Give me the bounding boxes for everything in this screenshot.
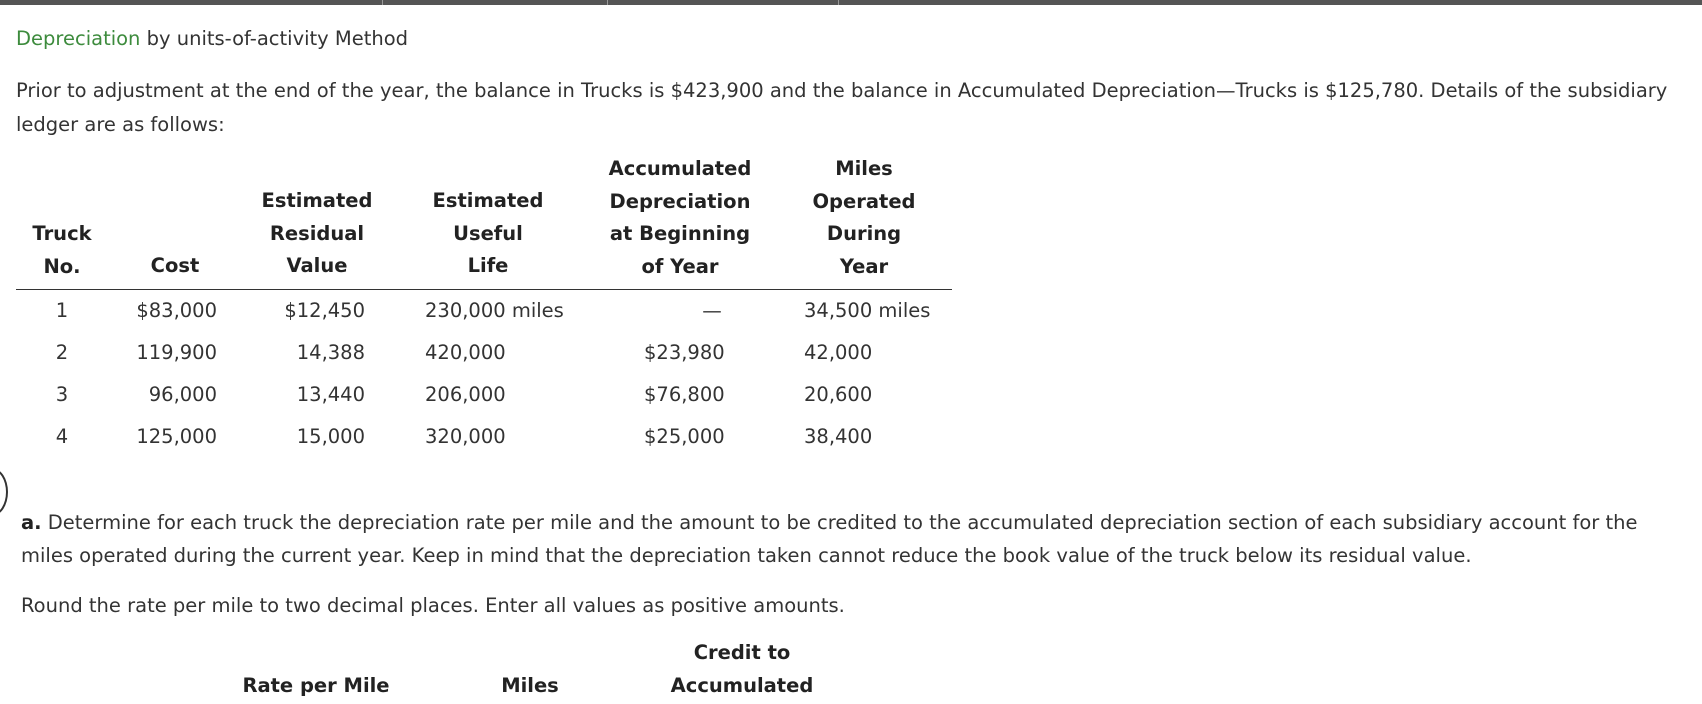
cell-truck-no: 1 bbox=[55, 299, 69, 322]
cell-miles-operated: 20,600 bbox=[804, 383, 873, 406]
cell-miles-operated: 38,400 bbox=[804, 425, 873, 448]
cell-cost: 125,000 bbox=[136, 425, 217, 448]
header-line: Year bbox=[839, 254, 889, 278]
header-line: Accumulated bbox=[670, 673, 814, 697]
cell-accumulated-depreciation: $23,980 bbox=[644, 341, 725, 364]
header-line: Value bbox=[286, 254, 348, 277]
cell-residual-value: 14,388 bbox=[296, 341, 365, 364]
cell-accumulated-depreciation: $25,000 bbox=[644, 425, 725, 448]
header-line: No. bbox=[43, 254, 81, 278]
header-line: Truck bbox=[32, 222, 92, 245]
cell-residual-value: 15,000 bbox=[296, 425, 365, 448]
header-useful-life bbox=[420, 185, 556, 283]
cell-useful-life: 230,000 miles bbox=[425, 299, 564, 322]
part-a-paragraph bbox=[21, 507, 1691, 572]
top-border-divider bbox=[838, 0, 839, 5]
cell-residual-value: $12,450 bbox=[284, 299, 365, 322]
header-line: Residual bbox=[269, 221, 365, 245]
header-line: Estimated bbox=[261, 189, 373, 212]
top-border-divider bbox=[607, 0, 608, 5]
header-rate-per-mile: Rate per Mile bbox=[242, 674, 390, 697]
header-residual-value bbox=[250, 185, 384, 283]
header-truck-no bbox=[20, 218, 104, 283]
cell-truck-no: 3 bbox=[55, 383, 69, 406]
cell-cost: 119,900 bbox=[136, 341, 217, 364]
cell-cost: $83,000 bbox=[136, 299, 217, 322]
header-miles-operated bbox=[790, 153, 938, 283]
header-divider bbox=[16, 289, 952, 290]
cell-residual-value: 13,440 bbox=[296, 383, 365, 406]
header-line: Cost bbox=[150, 254, 200, 277]
cell-cost: 96,000 bbox=[148, 383, 217, 406]
depreciation-link[interactable]: Depreciation bbox=[16, 27, 141, 50]
cell-useful-life: 206,000 bbox=[425, 383, 506, 406]
intro-paragraph: Prior to adjustment at the end of the year, the balance in Trucks is $423,900 and the balance in Accumulated Depreciation—Trucks is $125,780. Details of the subsidiary ledger are as follows: bbox=[16, 79, 1668, 136]
top-border-divider bbox=[382, 0, 383, 5]
problem-title bbox=[16, 26, 408, 52]
header-line: Credit to bbox=[693, 641, 791, 664]
header-line: Useful bbox=[453, 221, 523, 245]
header-line: Operated bbox=[812, 189, 916, 213]
header-line: During bbox=[826, 222, 902, 245]
cell-useful-life: 320,000 bbox=[425, 425, 506, 448]
header-line: Miles bbox=[835, 157, 893, 180]
header-line: of Year bbox=[641, 254, 719, 278]
header-line: Life bbox=[467, 254, 509, 277]
header-line: Depreciation bbox=[609, 189, 751, 213]
cell-truck-no: 2 bbox=[55, 341, 69, 364]
cell-miles-operated: 42,000 bbox=[804, 341, 873, 364]
cell-truck-no: 4 bbox=[55, 425, 69, 448]
cell-useful-life: 420,000 bbox=[425, 341, 506, 364]
header-line: at Beginning bbox=[609, 222, 751, 245]
header-line: Estimated bbox=[432, 189, 544, 212]
header-credit-to-accumulated bbox=[662, 637, 822, 702]
cell-accumulated-depreciation: $76,800 bbox=[644, 383, 725, 406]
rounding-instructions: Round the rate per mile to two decimal places. Enter all values as positive amounts. bbox=[21, 594, 845, 617]
header-cost bbox=[135, 250, 215, 283]
cell-accumulated-depreciation: — bbox=[702, 299, 722, 322]
partial-circle-indicator bbox=[0, 468, 8, 516]
cell-miles-operated: 34,500 miles bbox=[804, 299, 931, 322]
top-border bbox=[0, 0, 1702, 5]
header-miles: Miles bbox=[501, 674, 559, 697]
part-a-text: Determine for each truck the depreciation rate per mile and the amount to be credited to the accumulated depreciation section of each subsidiary account for the miles operated during the current year. Keep in mind that the depreciation taken cannot reduce the book value of the truck below its residual value. bbox=[21, 511, 1638, 567]
part-a-label: a. bbox=[21, 511, 42, 534]
title-rest: by units-of-activity Method bbox=[140, 27, 409, 50]
header-line: Accumulated bbox=[608, 157, 752, 180]
header-accumulated-depreciation bbox=[600, 153, 760, 283]
